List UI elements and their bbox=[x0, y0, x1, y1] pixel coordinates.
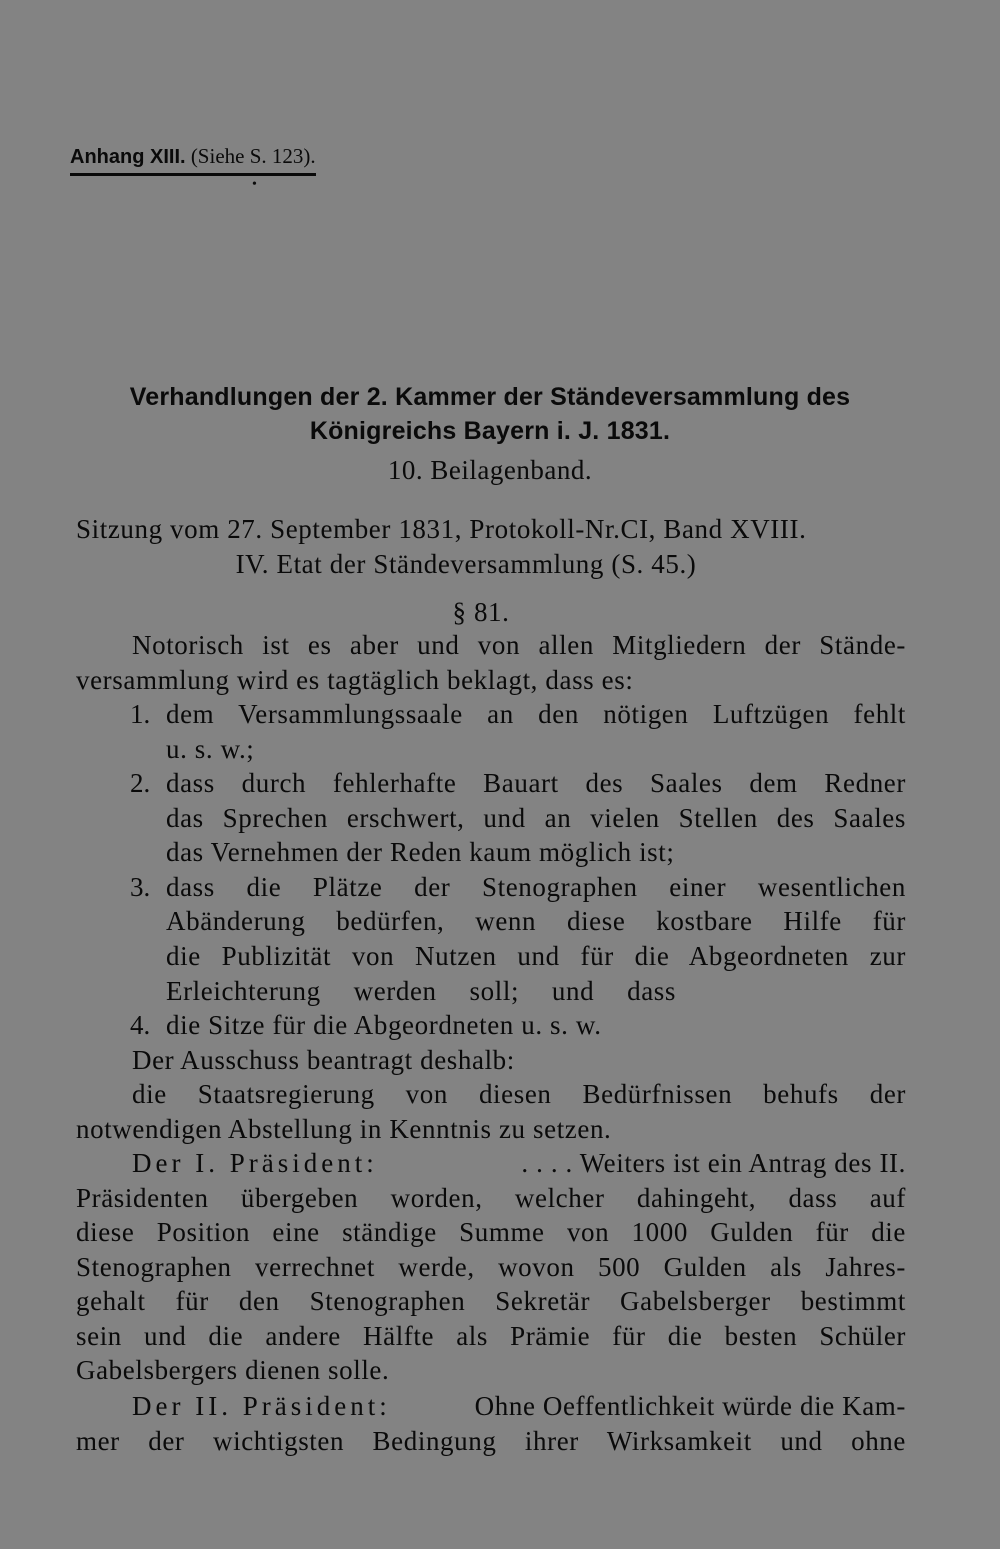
speech-text: . . . . Weiters ist ein Antrag des II. bbox=[514, 1148, 906, 1178]
etat-heading: IV. Etat der Ständeversammlung (S. 45.) bbox=[235, 549, 697, 579]
document-title-line-2: Königreichs Bayern i. J. 1831. bbox=[309, 417, 671, 445]
speaker-paragraph-start bbox=[132, 1146, 906, 1180]
list-item-line: das Sprechen erschwert, und an vielen Stellen des Saales bbox=[166, 803, 906, 833]
speech-line: Präsidenten übergeben worden, welcher dahingeht, dass auf bbox=[76, 1183, 906, 1213]
list-item-number: 3. bbox=[130, 872, 151, 902]
list-item-line: das Vernehmen der Reden kaum möglich ist; bbox=[166, 837, 675, 867]
bullet-mark: • bbox=[252, 177, 257, 192]
list-item-line: Erleichterung werden soll; und dass bbox=[166, 976, 676, 1006]
speech-line: Gabelsbergers dienen solle. bbox=[76, 1355, 390, 1385]
session-line: Sitzung vom 27. September 1831, Protokoll-Nr.CI, Band XVIII. bbox=[76, 514, 807, 544]
list-item-line: die Sitze für die Abgeordneten u. s. w. bbox=[166, 1010, 602, 1040]
section-heading: § 81. bbox=[452, 597, 510, 627]
list-item-line: Abänderung bedürfen, wenn diese kostbare Hilfe für bbox=[166, 906, 906, 936]
motion-line: notwendigen Abstellung in Kenntnis zu setzen. bbox=[76, 1114, 612, 1144]
document-title-line-1: Verhandlungen der 2. Kammer der Ständeversammlung des bbox=[129, 383, 851, 411]
volume-subtitle: 10. Beilagenband. bbox=[387, 455, 593, 485]
list-item-line: dem Versammlungssaale an den nötigen Luftzügen fehlt bbox=[166, 699, 906, 729]
paragraph-line: versammlung wird es tagtäglich beklagt, dass es: bbox=[76, 665, 634, 695]
list-item-number: 4. bbox=[130, 1010, 151, 1040]
speech-line: mer der wichtigsten Bedingung ihrer Wirksamkeit und ohne bbox=[76, 1426, 906, 1456]
list-item-line: dass die Plätze der Stenographen einer wesentlichen bbox=[166, 872, 906, 902]
speech-line: Stenographen verrechnet werde, wovon 500 Gulden als Jahres- bbox=[76, 1252, 906, 1282]
list-item-number: 2. bbox=[130, 768, 151, 798]
speaker-name: Der I. Präsident: bbox=[132, 1148, 378, 1178]
appendix-label: Anhang XIII. bbox=[70, 146, 186, 168]
speech-line: sein und die andere Hälfte als Prämie für die besten Schüler bbox=[76, 1321, 906, 1351]
appendix-page-ref: (Siehe S. 123). bbox=[190, 144, 316, 168]
speaker-name: Der II. Präsident: bbox=[132, 1391, 391, 1421]
list-item-number: 1. bbox=[130, 699, 151, 729]
appendix-reference bbox=[70, 142, 316, 176]
motion-line: die Staatsregierung von diesen Bedürfnissen behufs der bbox=[132, 1079, 906, 1109]
list-item-line: die Publizität von Nutzen und für die Abgeordneten zur bbox=[166, 941, 906, 971]
speech-line: diese Position eine ständige Summe von 1000 Gulden für die bbox=[76, 1217, 906, 1247]
speaker-paragraph-start bbox=[132, 1389, 906, 1423]
list-item-line: u. s. w.; bbox=[166, 734, 255, 764]
speech-line: gehalt für den Stenographen Sekretär Gabelsberger bestimmt bbox=[76, 1286, 906, 1316]
speech-text: Ohne Oeffentlichkeit würde die Kam- bbox=[467, 1391, 906, 1421]
paragraph-line: Notorisch ist es aber und von allen Mitgliedern der Stände- bbox=[132, 630, 906, 660]
motion-intro: Der Ausschuss beantragt deshalb: bbox=[132, 1045, 515, 1075]
list-item-line: dass durch fehlerhafte Bauart des Saales dem Redner bbox=[166, 768, 906, 798]
